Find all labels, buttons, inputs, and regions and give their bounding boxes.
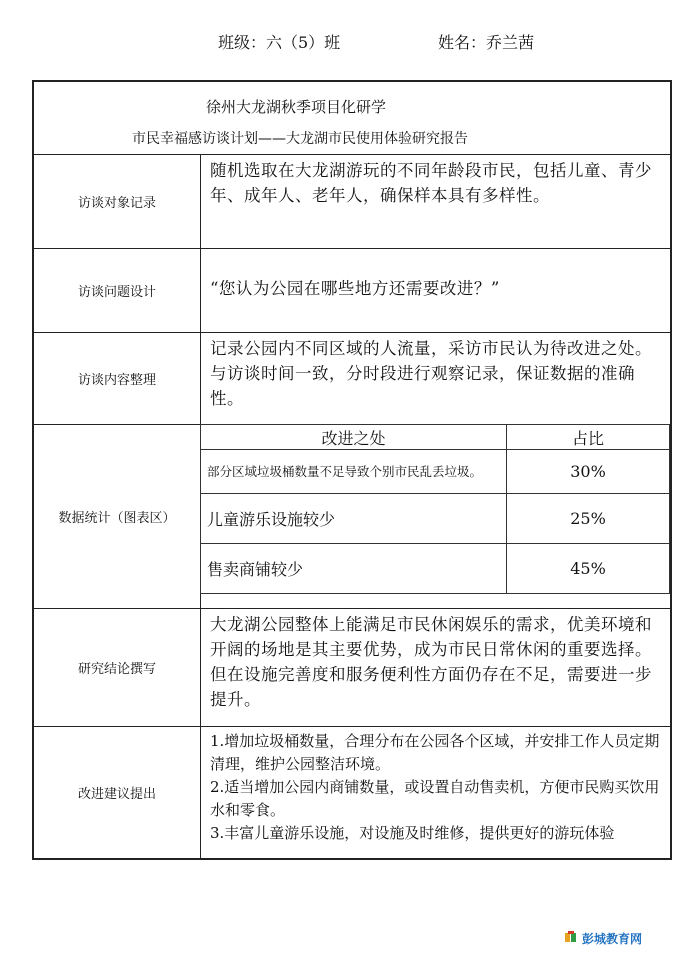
suggestion-3: 3.丰富儿童游乐设施，对设施及时维修，提供更好的游玩体验 [210, 824, 615, 842]
row-data-statistics [34, 424, 670, 609]
stats-row [201, 494, 670, 544]
watermark-text: 彭城教育网 [582, 932, 643, 946]
row-content: 随机选取在大龙湖游玩的不同年龄段市民，包括儿童、青少年、成年人、老年人，确保样本具有多样性。 [210, 161, 652, 205]
title-block [34, 82, 670, 155]
student-name-label: 姓名：乔兰茜 [438, 33, 535, 52]
row-content: 大龙湖公园整体上能满足市民休闲娱乐的需求，优美环境和开阔的场地是其主要优势，成为市民日常休闲的重要选择。但在设施完善度和服务便利性方面仍存在不足，需要进一步提升。 [210, 615, 652, 709]
report-table [32, 80, 672, 860]
suggestion-1: 1.增加垃圾桶数量，合理分布在公园各个区域，并安排工作人员定期清理，维护公园整洁环境。 [210, 732, 660, 773]
stats-percent: 45% [507, 544, 670, 594]
row-content: 记录公园内不同区域的人流量，采访市民认为待改进之处。与访谈时间一致，分时段进行观察记录，保证数据的准确性。 [210, 339, 652, 408]
row-question-design [34, 248, 670, 333]
book-icon [565, 931, 577, 943]
stats-item: 部分区域垃圾桶数量不足导致个别市民乱丢垃圾。 [201, 450, 507, 494]
row-label: 访谈对象记录 [34, 154, 201, 248]
stats-item: 售卖商铺较少 [201, 544, 507, 594]
row-content [200, 726, 670, 858]
stats-item: 儿童游乐设施较少 [201, 494, 507, 544]
stats-row [201, 450, 670, 494]
row-label: 数据统计（图表区） [34, 424, 201, 608]
stats-header-percent: 占比 [507, 425, 670, 450]
row-label: 访谈问题设计 [34, 248, 201, 332]
stats-header-item: 改进之处 [201, 425, 507, 450]
row-conclusion [34, 608, 670, 727]
row-label: 改进建议提出 [34, 726, 201, 858]
row-suggestions [34, 726, 670, 858]
row-interviewees [34, 154, 670, 249]
class-label: 班级：六（5）班 [218, 33, 341, 52]
stats-percent: 25% [507, 494, 670, 544]
row-content: “您认为公园在哪些地方还需要改进？” [210, 279, 500, 298]
stats-percent: 30% [507, 450, 670, 494]
report-title: 徐州大龙湖秋季项目化研学 [206, 98, 387, 116]
row-label: 访谈内容整理 [34, 332, 201, 424]
stats-table [200, 424, 670, 608]
row-interview-content [34, 332, 670, 425]
row-label: 研究结论撰写 [34, 608, 201, 726]
stats-row [201, 544, 670, 594]
suggestion-2: 2.适当增加公园内商铺数量，或设置自动售卖机，方便市民购买饮用水和零食。 [210, 778, 660, 819]
report-subtitle: 市民幸福感访谈计划——大龙湖市民使用体验研究报告 [132, 131, 468, 147]
